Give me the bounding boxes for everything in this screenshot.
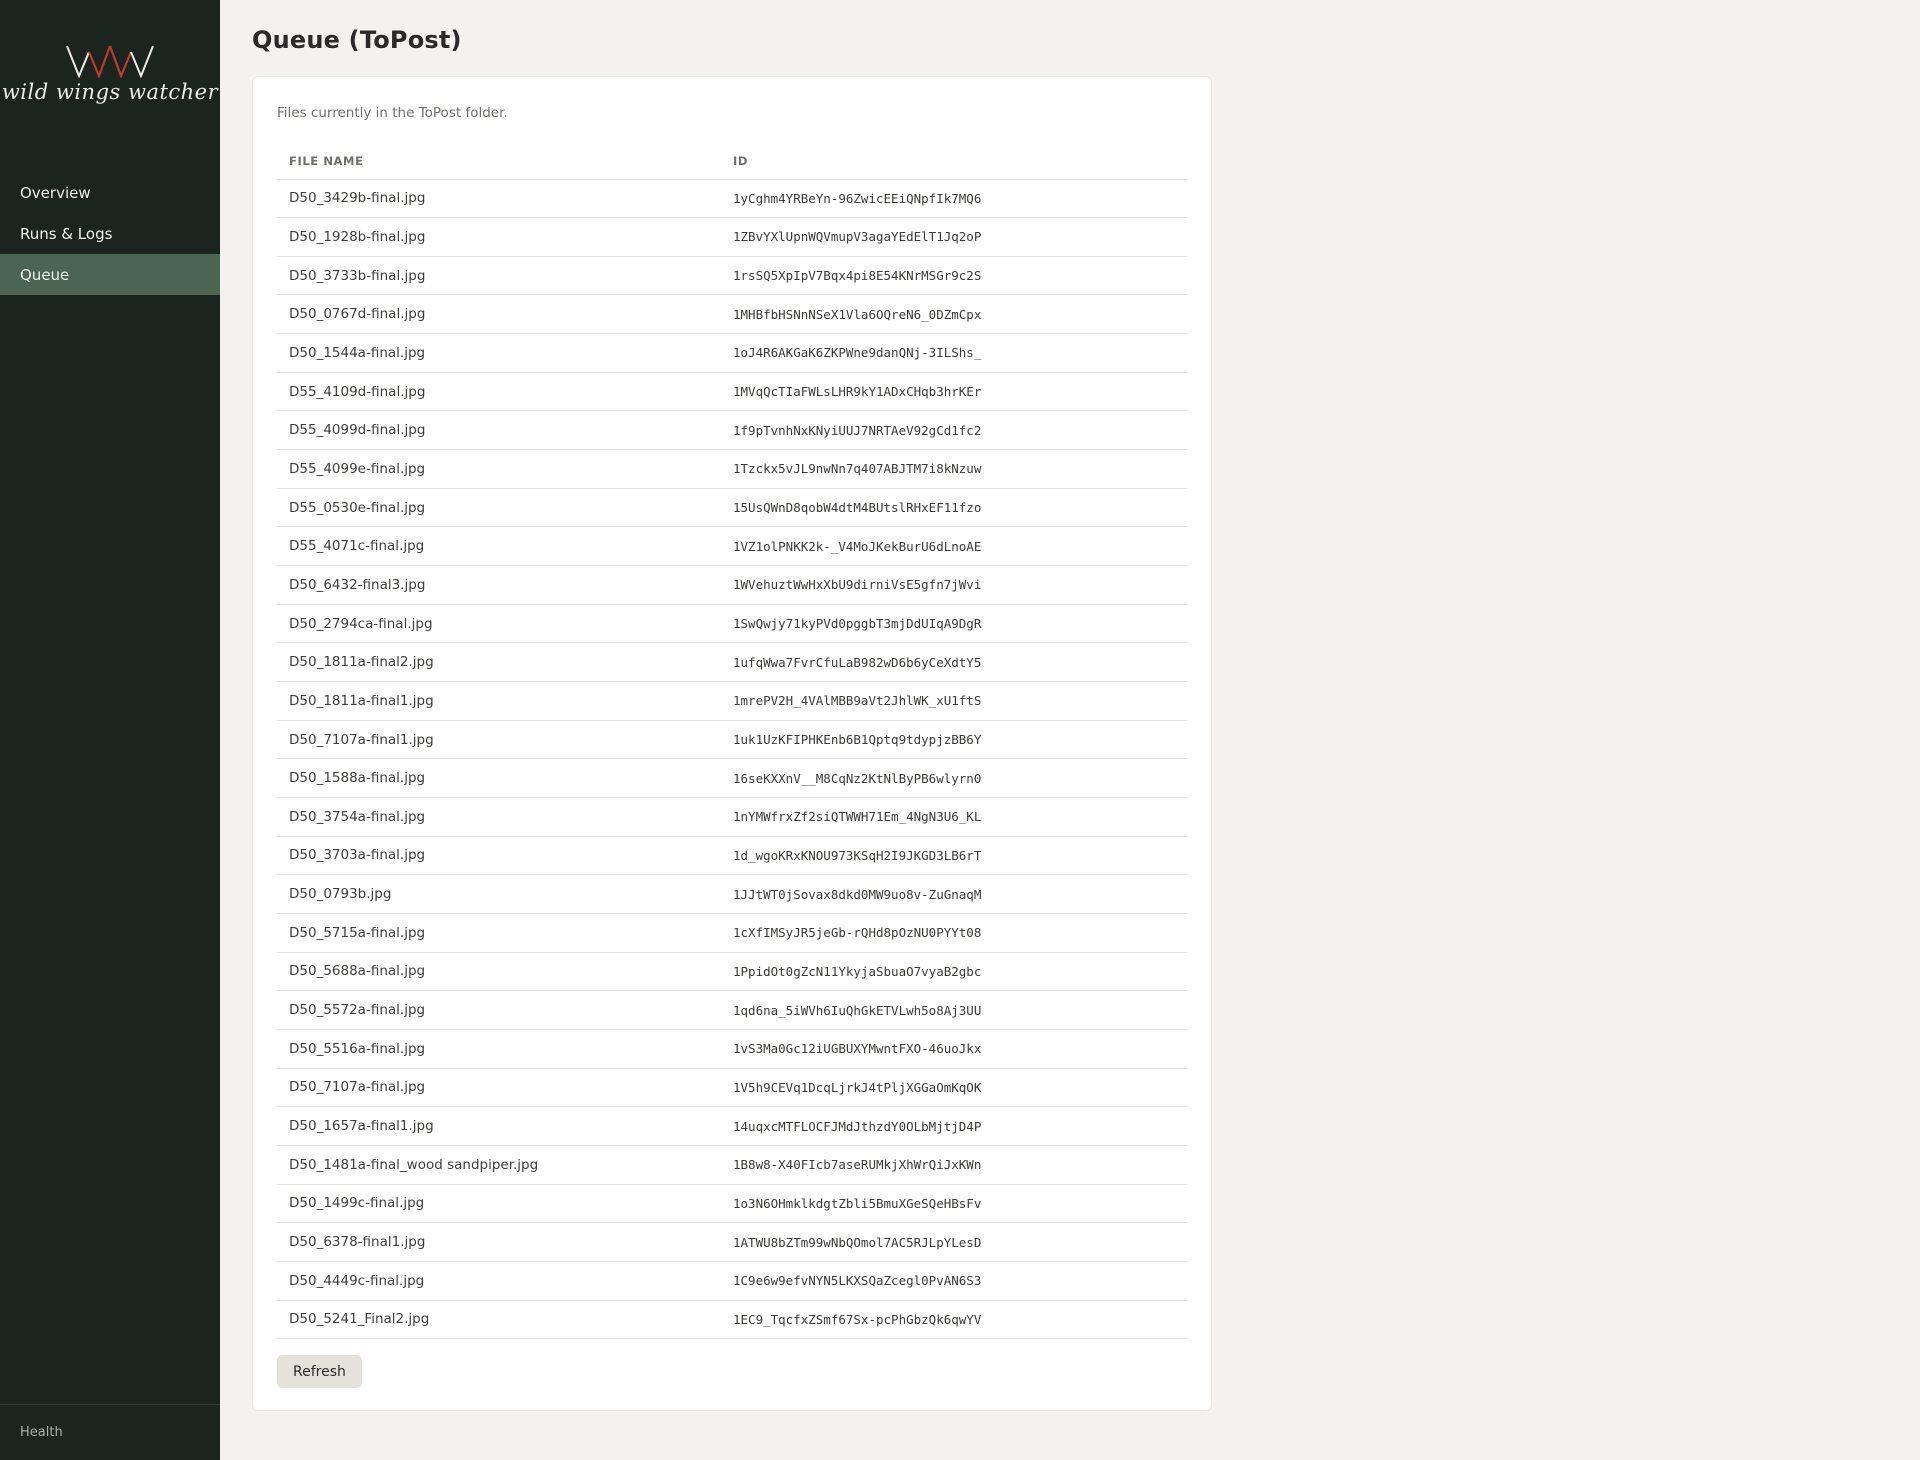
table-body [277,179,1187,1339]
file-id-cell: 1V5h9CEVq1DcqLjrkJ4tPljXGGaOmKqOK [721,1068,1187,1107]
sidebar-item-queue[interactable]: Queue [0,254,220,295]
file-id-cell: 1vS3Ma0Gc12iUGBUXYMwntFXO-46uoJkx [721,1029,1187,1068]
file-id-cell: 1SwQwjy71kyPVd0pggbT3mjDdUIqA9DgR [721,604,1187,643]
file-name-cell: D55_4099e-final.jpg [277,450,721,489]
sidebar-nav [0,172,220,295]
sidebar-footer-health[interactable] [0,1404,220,1460]
file-id-cell: 15UsQWnD8qobW4dtM4BUtslRHxEF11fzo [721,488,1187,527]
file-id-cell: 1ufqWwa7FvrCfuLaB982wD6b6yCeXdtY5 [721,643,1187,682]
file-name-cell: D55_0530e-final.jpg [277,488,721,527]
table-row [277,295,1187,334]
column-header-file-name: FILE NAME [277,143,721,179]
file-name-cell: D50_5715a-final.jpg [277,913,721,952]
file-name-cell: D50_3429b-final.jpg [277,179,721,218]
sidebar-item-runs-logs[interactable]: Runs & Logs [20,224,113,243]
file-id-cell: 1oJ4R6AKGaK6ZKPWne9danQNj-3ILShs_ [721,334,1187,373]
file-id-cell: 16seKXXnV__M8CqNz2KtNlByPB6wlyrn0 [721,759,1187,798]
file-name-cell: D50_5241_Final2.jpg [277,1300,721,1339]
file-name-cell: D50_7107a-final1.jpg [277,720,721,759]
table-header-row [277,143,1187,179]
file-id-cell: 1WVehuztWwHxXbU9dirniVsE5gfn7jWvi [721,566,1187,605]
table-row [277,913,1187,952]
file-id-cell: 1ATWU8bZTm99wNbQOmol7AC5RJLpYLesD [721,1223,1187,1262]
file-id-cell: 1ZBvYXlUpnWQVmupV3agaYEdElT1Jq2oP [721,218,1187,257]
table-row [277,372,1187,411]
file-id-cell: 1Tzckx5vJL9nwNn7q407ABJTM7i8kNzuw [721,450,1187,489]
table-row [277,643,1187,682]
file-id-cell: 1qd6na_5iWVh6IuQhGkETVLwh5o8Aj3UU [721,991,1187,1030]
file-name-cell: D50_1811a-final2.jpg [277,643,721,682]
table-row [277,1107,1187,1146]
file-id-cell: 1EC9_TqcfxZSmf67Sx-pcPhGbzQk6qwYV [721,1300,1187,1339]
page-title: Queue (ToPost) [252,26,462,54]
file-name-cell: D50_6432-final3.jpg [277,566,721,605]
health-label: Health [20,1425,63,1440]
table-row [277,256,1187,295]
sidebar-item-overview[interactable]: Overview [20,183,91,202]
file-id-cell: 1yCghm4YRBeYn-96ZwicEEiQNpfIk7MQ6 [721,179,1187,218]
file-id-cell: 1uk1UzKFIPHKEnb6B1Qptq9tdypjzBB6Y [721,720,1187,759]
file-name-cell: D50_1811a-final1.jpg [277,682,721,721]
file-name-cell: D50_1657a-final1.jpg [277,1107,721,1146]
table-row [277,218,1187,257]
file-name-cell: D50_3733b-final.jpg [277,256,721,295]
file-id-cell: 1MVqQcTIaFWLsLHR9kY1ADxCHqb3hrKEr [721,372,1187,411]
file-name-cell: D50_1928b-final.jpg [277,218,721,257]
table-row [277,1300,1187,1339]
table-row [277,179,1187,218]
table-row [277,411,1187,450]
table-row [277,334,1187,373]
table-row [277,759,1187,798]
file-name-cell: D50_4449c-final.jpg [277,1261,721,1300]
brand-logo[interactable] [0,0,220,130]
file-id-cell: 1nYMWfrxZf2siQTWWH71Em_4NgN3U6_KL [721,798,1187,837]
table-row [277,1261,1187,1300]
file-name-cell: D50_3754a-final.jpg [277,798,721,837]
file-id-cell: 1d_wgoKRxKNOU973KSqH2I9JKGD3LB6rT [721,836,1187,875]
file-name-cell: D50_0767d-final.jpg [277,295,721,334]
files-table [277,143,1187,1339]
file-id-cell: 1JJtWT0jSovax8dkd0MW9uo8v-ZuGnaqM [721,875,1187,914]
table-row [277,450,1187,489]
table-row [277,566,1187,605]
file-name-cell: D50_2794ca-final.jpg [277,604,721,643]
file-name-cell: D50_1588a-final.jpg [277,759,721,798]
table-row [277,720,1187,759]
table-row [277,1145,1187,1184]
file-name-cell: D50_1499c-final.jpg [277,1184,721,1223]
file-id-cell: 14uqxcMTFLOCFJMdJthzdY0OLbMjtjD4P [721,1107,1187,1146]
file-name-cell: D55_4071c-final.jpg [277,527,721,566]
table-row [277,1223,1187,1262]
table-row [277,1068,1187,1107]
card-description: Files currently in the ToPost folder. [277,105,508,121]
table-row [277,1184,1187,1223]
file-name-cell: D50_5688a-final.jpg [277,952,721,991]
table-row [277,836,1187,875]
file-name-cell: D50_1481a-final_wood sandpiper.jpg [277,1145,721,1184]
column-header-id: ID [721,143,1187,179]
file-name-cell: D50_3703a-final.jpg [277,836,721,875]
table-row [277,527,1187,566]
file-id-cell: 1VZ1olPNKK2k-_V4MoJKekBurU6dLnoAE [721,527,1187,566]
file-id-cell: 1C9e6w9efvNYN5LKXSQaZcegl0PvAN6S3 [721,1261,1187,1300]
file-name-cell: D50_5572a-final.jpg [277,991,721,1030]
file-id-cell: 1cXfIMSyJR5jeGb-rQHd8pOzNU0PYYt08 [721,913,1187,952]
file-name-cell: D50_5516a-final.jpg [277,1029,721,1068]
file-name-cell: D50_7107a-final.jpg [277,1068,721,1107]
table-row [277,952,1187,991]
file-name-cell: D55_4099d-final.jpg [277,411,721,450]
queue-card [252,76,1212,1411]
table-row [277,1029,1187,1068]
sidebar [0,0,220,1460]
file-id-cell: 1B8w8-X40FIcb7aseRUMkjXhWrQiJxKWn [721,1145,1187,1184]
file-id-cell: 1MHBfbHSNnNSeX1Vla6OQreN6_0DZmCpx [721,295,1187,334]
table-row [277,682,1187,721]
main-content [220,0,1920,1460]
file-id-cell: 1mrePV2H_4VAlMBB9aVt2JhlWK_xU1ftS [721,682,1187,721]
table-row [277,991,1187,1030]
table-row [277,488,1187,527]
table-row [277,798,1187,837]
file-name-cell: D50_1544a-final.jpg [277,334,721,373]
file-id-cell: 1rsSQ5XpIpV7Bqx4pi8E54KNrMSGr9c2S [721,256,1187,295]
file-id-cell: 1f9pTvnhNxKNyiUUJ7NRTAeV92gCd1fc2 [721,411,1187,450]
wings-logo-icon [65,44,155,78]
refresh-button[interactable]: Refresh [277,1355,362,1388]
table-row [277,875,1187,914]
file-name-cell: D55_4109d-final.jpg [277,372,721,411]
file-name-cell: D50_6378-final1.jpg [277,1223,721,1262]
file-id-cell: 1PpidOt0gZcN11YkyjaSbuaO7vyaB2gbc [721,952,1187,991]
brand-name: wild wings watcher [1,80,219,104]
file-name-cell: D50_0793b.jpg [277,875,721,914]
table-row [277,604,1187,643]
file-id-cell: 1o3N6OHmklkdgtZbli5BmuXGeSQeHBsFv [721,1184,1187,1223]
